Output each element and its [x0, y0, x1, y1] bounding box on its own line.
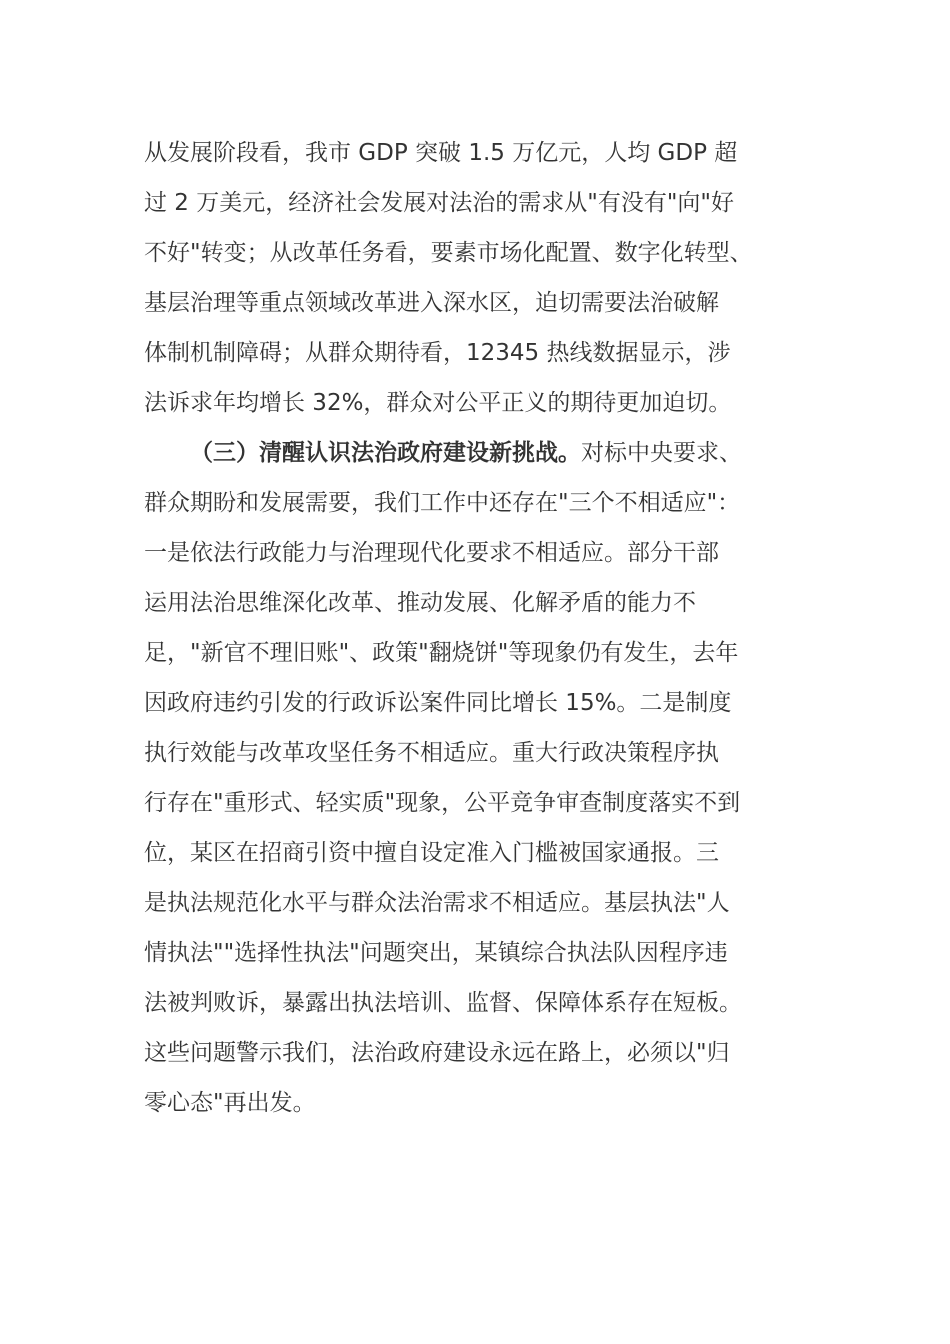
paragraph-line: 这些问题警示我们，法治政府建设永远在路上，必须以"归 — [144, 1040, 730, 1066]
paragraph-line: 因政府违约引发的行政诉讼案件同比增长 15%。二是制度 — [144, 690, 732, 716]
paragraph-line: 执行效能与改革攻坚任务不相适应。重大行政决策程序执 — [144, 740, 719, 766]
paragraph-line: 不好"转变；从改革任务看，要素市场化配置、数字化转型、 — [144, 240, 753, 266]
section-first-line-rest: 对标中央要求、 — [581, 440, 742, 466]
paragraph-line: 零心态"再出发。 — [144, 1090, 316, 1116]
paragraph-line: 一是依法行政能力与治理现代化要求不相适应。部分干部 — [144, 540, 719, 566]
paragraph-line: 足，"新官不理旧账"、政策"翻烧饼"等现象仍有发生，去年 — [144, 640, 739, 666]
paragraph-line: 基层治理等重点领域改革进入深水区，迫切需要法治破解 — [144, 290, 719, 316]
paragraph-line: 法被判败诉，暴露出执法培训、监督、保障体系存在短板。 — [144, 990, 742, 1016]
paragraph-line: 情执法""选择性执法"问题突出，某镇综合执法队因程序违 — [144, 940, 728, 966]
paragraph-line: 法诉求年均增长 32%，群众对公平正义的期待更加迫切。 — [144, 390, 732, 416]
paragraph-line: 行存在"重形式、轻实质"现象，公平竞争审查制度落实不到 — [144, 790, 741, 816]
paragraph-line: 过 2 万美元，经济社会发展对法治的需求从"有没有"向"好 — [144, 190, 734, 216]
paragraph-line: 运用法治思维深化改革、推动发展、化解矛盾的能力不 — [144, 590, 696, 616]
paragraph-line: 群众期盼和发展需要，我们工作中还存在"三个不相适应"： — [144, 490, 741, 516]
section-first-line — [144, 428, 824, 478]
paragraph-line: 从发展阶段看，我市 GDP 突破 1.5 万亿元，人均 GDP 超 — [144, 140, 738, 166]
section-heading: （三）清醒认识法治政府建设新挑战。 — [190, 440, 581, 466]
document-body — [144, 128, 824, 1128]
paragraph-line: 是执法规范化水平与群众法治需求不相适应。基层执法"人 — [144, 890, 730, 916]
paragraph-line: 位，某区在招商引资中擅自设定准入门槛被国家通报。三 — [144, 840, 719, 866]
paragraph-line: 体制机制障碍；从群众期待看，12345 热线数据显示，涉 — [144, 340, 731, 366]
